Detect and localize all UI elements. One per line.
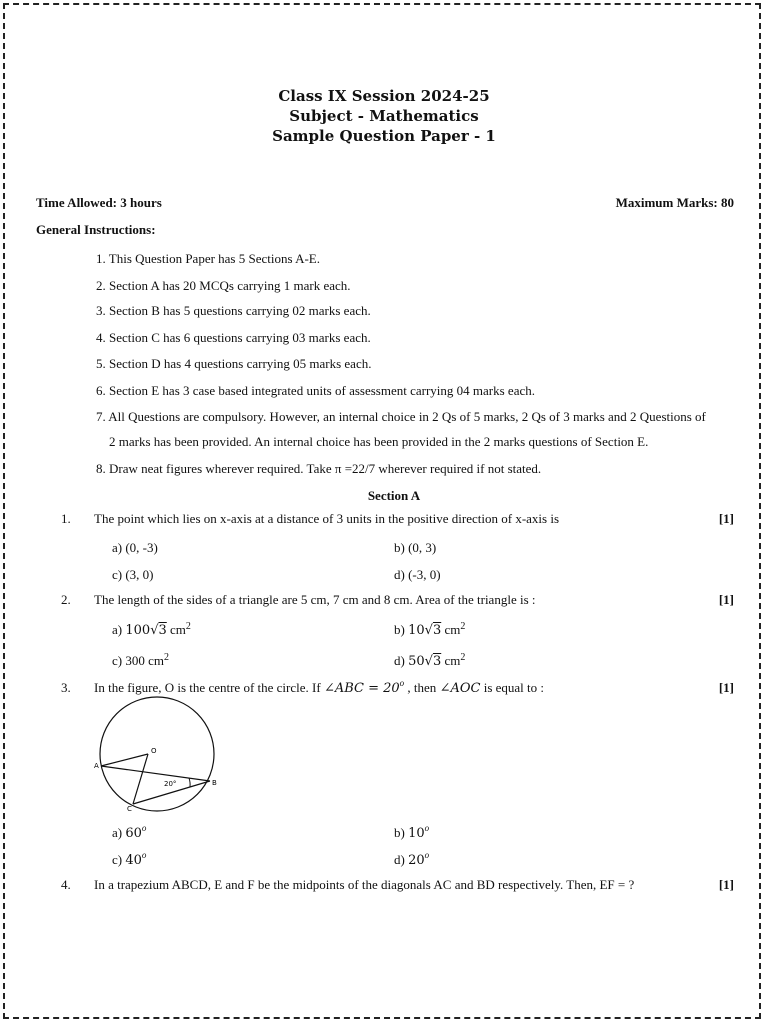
question-text: The point which lies on x-axis at a distance of 3 units in the positive direction of x-axis is bbox=[94, 511, 560, 526]
option-label: a) bbox=[112, 622, 123, 637]
instruction-item: 3. Section B has 5 questions carrying 02 marks each. bbox=[96, 303, 371, 318]
degree-mark: o bbox=[399, 678, 405, 688]
option-label: b) bbox=[394, 825, 405, 840]
paper-name: Sample Question Paper - 1 bbox=[272, 127, 496, 145]
instruction-item: 5. Section D has 4 questions carrying 05 marks each. bbox=[96, 356, 372, 371]
option-c bbox=[112, 653, 169, 669]
option-label: c) bbox=[112, 653, 123, 668]
label-c: C bbox=[127, 805, 132, 813]
segment-ab bbox=[101, 766, 210, 781]
option-unit: cm bbox=[444, 622, 461, 637]
option-a: a) 100√3 $cm^2$ bbox=[112, 621, 191, 638]
option-exponent: 2 bbox=[460, 652, 466, 663]
general-instructions-heading: General Instructions: bbox=[36, 222, 156, 237]
angle-aoc-expression: ∠AOC bbox=[439, 681, 481, 696]
question-number: 1. bbox=[61, 511, 71, 526]
label-o: O bbox=[151, 747, 157, 755]
instruction-item: 1. This Question Paper has 5 Sections A-E. bbox=[96, 251, 320, 266]
option-label: c) bbox=[112, 852, 123, 867]
instruction-item: 2. Section A has 20 MCQs carrying 1 mark each. bbox=[96, 278, 351, 293]
degree-mark: o bbox=[141, 823, 147, 833]
question-marks: [1] bbox=[718, 511, 734, 526]
option-c: c) (3, 0) bbox=[112, 567, 154, 582]
question-marks: [1] bbox=[718, 592, 734, 607]
question-text-part: is equal to : bbox=[483, 680, 544, 695]
label-a: A bbox=[94, 762, 99, 770]
option-a bbox=[112, 825, 146, 841]
option-label: d) bbox=[394, 653, 405, 668]
option-unit: cm bbox=[170, 622, 186, 637]
instruction-item: 8. Draw neat figures wherever required. Take π =22/7 wherever required if not stated. bbox=[96, 461, 542, 476]
question-text: In a trapezium ABCD, E and F be the midpoints of the diagonals AC and BD respectively. Then, EF = ? bbox=[94, 877, 635, 892]
circle-outline bbox=[100, 697, 214, 811]
option-label: d) bbox=[394, 852, 405, 867]
question-text-part: , then bbox=[407, 680, 437, 695]
maximum-marks: Maximum Marks: 80 bbox=[615, 195, 734, 210]
option-value: 60 bbox=[125, 826, 142, 841]
question-text: The length of the sides of a triangle are 5 cm, 7 cm and 8 cm. Area of the triangle is : bbox=[94, 592, 536, 607]
section-title: Section A bbox=[367, 488, 421, 503]
question-number: 4. bbox=[61, 877, 71, 892]
option-radicand: 3 bbox=[432, 623, 442, 638]
option-unit: cm bbox=[444, 653, 461, 668]
option-exponent: 2 bbox=[164, 652, 169, 663]
paper-class-title: Class IX Session 2024-25 bbox=[278, 87, 490, 105]
question-text-part: In the figure, O is the centre of the circle. If bbox=[94, 680, 321, 695]
question-marks: [1] bbox=[718, 680, 734, 695]
option-radicand: 3 bbox=[158, 623, 167, 638]
option-a: a) (0, -3) bbox=[112, 540, 158, 555]
option-coefficient: 100 bbox=[125, 623, 151, 638]
degree-mark: o bbox=[424, 823, 430, 833]
option-value: 10 bbox=[408, 826, 425, 841]
option-value: 20 bbox=[408, 853, 425, 868]
option-coefficient: 10 bbox=[408, 623, 425, 638]
question-text bbox=[94, 680, 544, 696]
option-d: d) 50√3 $cm^2$ bbox=[394, 652, 466, 669]
degree-mark: o bbox=[141, 850, 147, 860]
option-b: b) (0, 3) bbox=[394, 540, 437, 555]
option-b bbox=[394, 825, 429, 841]
time-allowed: Time Allowed: 3 hours bbox=[36, 195, 162, 210]
label-b: B bbox=[212, 779, 217, 787]
angle-arc bbox=[189, 778, 190, 787]
option-label: b) bbox=[394, 622, 405, 637]
option-coefficient: 300 bbox=[125, 653, 145, 668]
option-radicand: 3 bbox=[432, 654, 442, 669]
angle-abc-expression: ∠ABC = 20 bbox=[323, 681, 400, 696]
instruction-item: 6. Section E has 3 case based integrated units of assessment carrying 04 marks each. bbox=[96, 383, 535, 398]
instruction-item: 7. All Questions are compulsory. However, an internal choice in 2 Qs of 5 marks, 2 Qs of 3 marks and 2 Questions of bbox=[96, 409, 706, 424]
question-number: 2. bbox=[61, 592, 71, 607]
degree-mark: o bbox=[424, 850, 430, 860]
option-b: b) 10√3 $cm^2$ bbox=[394, 621, 466, 638]
segment-ao bbox=[101, 754, 148, 766]
option-d: d) (-3, 0) bbox=[394, 567, 441, 582]
paper-subject: Subject - Mathematics bbox=[289, 107, 479, 125]
option-exponent: 2 bbox=[185, 621, 191, 632]
option-exponent: 2 bbox=[460, 621, 466, 632]
instruction-item-continued: 2 marks has been provided. An internal choice has been provided in the 2 marks questions of Section E. bbox=[109, 434, 649, 449]
question-marks: [1] bbox=[718, 877, 734, 892]
question-number: 3. bbox=[61, 680, 71, 695]
option-coefficient: 50 bbox=[408, 654, 425, 669]
circle-figure bbox=[92, 696, 224, 814]
option-unit: cm bbox=[148, 653, 164, 668]
instruction-item: 4. Section C has 6 questions carrying 03 marks each. bbox=[96, 330, 371, 345]
label-angle-20: 20° bbox=[164, 780, 177, 788]
option-value: 40 bbox=[125, 853, 142, 868]
segment-oc bbox=[133, 754, 148, 804]
option-d bbox=[394, 852, 429, 868]
option-label: a) bbox=[112, 825, 123, 840]
option-c bbox=[112, 852, 146, 868]
